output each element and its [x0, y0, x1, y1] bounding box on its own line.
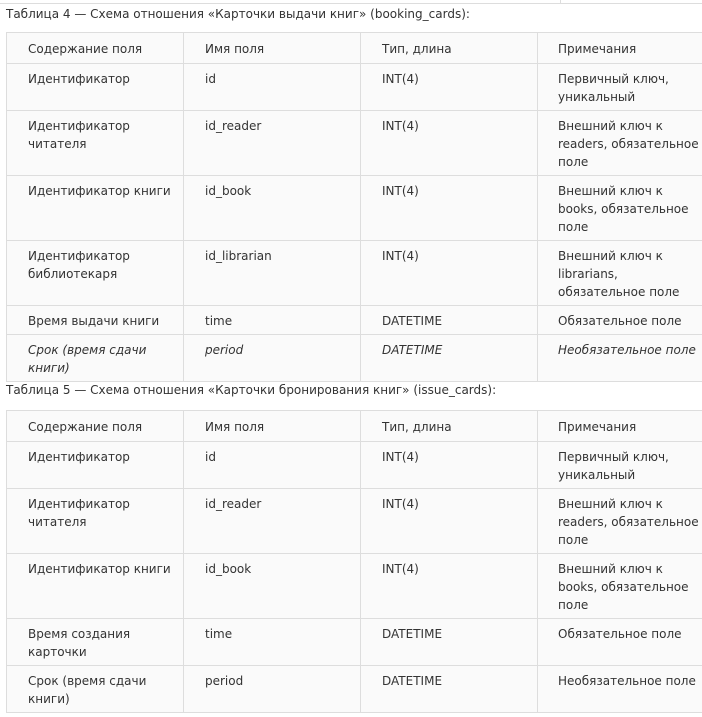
- table-cell: Обязательное поле: [538, 619, 702, 666]
- table-row: [7, 442, 702, 489]
- table5-header-field-content: Содержание поля: [7, 411, 184, 442]
- table-cell: Внешний ключ к librarians, обязательное поле: [538, 241, 702, 306]
- table4-caption: Таблица 4 — Схема отношения «Карточки выдачи книг» (booking_cards):: [6, 7, 470, 21]
- table-cell: Внешний ключ к readers, обязательное поле: [538, 111, 702, 176]
- table-cell: time: [184, 619, 361, 666]
- table-cell: INT(4): [361, 442, 538, 489]
- table-cell: time: [184, 306, 361, 335]
- table-cell: DATETIME: [361, 335, 538, 382]
- table-cell: Время создания карточки: [7, 619, 184, 666]
- table-row: [7, 306, 702, 335]
- table5-header-row: [7, 411, 702, 442]
- table-cell: id_book: [184, 176, 361, 241]
- table-row: [7, 554, 702, 619]
- table-cell: INT(4): [361, 554, 538, 619]
- table-cell: INT(4): [361, 111, 538, 176]
- table-cell: DATETIME: [361, 666, 538, 713]
- table4-booking-cards: [6, 32, 702, 382]
- table-cell: Идентификатор книги: [7, 554, 184, 619]
- table-row: [7, 335, 702, 382]
- table5-issue-cards: [6, 410, 702, 713]
- table-row: [7, 64, 702, 111]
- table-row: [7, 176, 702, 241]
- table-cell: Идентификатор: [7, 64, 184, 111]
- table5-header-type-length: Тип, длина: [361, 411, 538, 442]
- table-cell: id: [184, 64, 361, 111]
- table-cell: INT(4): [361, 241, 538, 306]
- table-cell: Первичный ключ, уникальный: [538, 64, 702, 111]
- table-cell: id_librarian: [184, 241, 361, 306]
- table-cell: id_reader: [184, 111, 361, 176]
- table-cell: period: [184, 335, 361, 382]
- table-cell: Первичный ключ, уникальный: [538, 442, 702, 489]
- table-cell: Срок (время сдачи книги): [7, 335, 184, 382]
- table4-header-field-content: Содержание поля: [7, 33, 184, 64]
- table-cell: INT(4): [361, 64, 538, 111]
- table-cell: Необязательное поле: [538, 335, 702, 382]
- table-cell: Внешний ключ к readers, обязательное поле: [538, 489, 702, 554]
- table-cell: Время выдачи книги: [7, 306, 184, 335]
- table-cell: Идентификатор читателя: [7, 111, 184, 176]
- table-row: [7, 111, 702, 176]
- table5-header-field-name: Имя поля: [184, 411, 361, 442]
- table-row: [7, 241, 702, 306]
- table-cell: DATETIME: [361, 306, 538, 335]
- table-cell: Идентификатор читателя: [7, 489, 184, 554]
- table-cell: Внешний ключ к books, обязательное поле: [538, 554, 702, 619]
- table-cell: Срок (время сдачи книги): [7, 666, 184, 713]
- table4-header-field-name: Имя поля: [184, 33, 361, 64]
- table-cell: Идентификатор библиотекаря: [7, 241, 184, 306]
- table-row: [7, 666, 702, 713]
- table-cell: Идентификатор книги: [7, 176, 184, 241]
- top-divider: [0, 0, 702, 4]
- table-cell: Внешний ключ к books, обязательное поле: [538, 176, 702, 241]
- table-cell: period: [184, 666, 361, 713]
- table-cell: id_reader: [184, 489, 361, 554]
- table5-header-notes: Примечания: [538, 411, 702, 442]
- table-cell: Необязательное поле: [538, 666, 702, 713]
- table4-header-type-length: Тип, длина: [361, 33, 538, 64]
- table-cell: INT(4): [361, 489, 538, 554]
- table4-header-row: [7, 33, 702, 64]
- table5-caption: Таблица 5 — Схема отношения «Карточки бронирования книг» (issue_cards):: [6, 383, 497, 397]
- table-cell: Идентификатор: [7, 442, 184, 489]
- top-divider-tick: [560, 0, 561, 4]
- table-row: [7, 489, 702, 554]
- table-row: [7, 619, 702, 666]
- table-cell: id_book: [184, 554, 361, 619]
- table-cell: DATETIME: [361, 619, 538, 666]
- table-cell: id: [184, 442, 361, 489]
- table-cell: Обязательное поле: [538, 306, 702, 335]
- table-cell: INT(4): [361, 176, 538, 241]
- table4-header-notes: Примечания: [538, 33, 702, 64]
